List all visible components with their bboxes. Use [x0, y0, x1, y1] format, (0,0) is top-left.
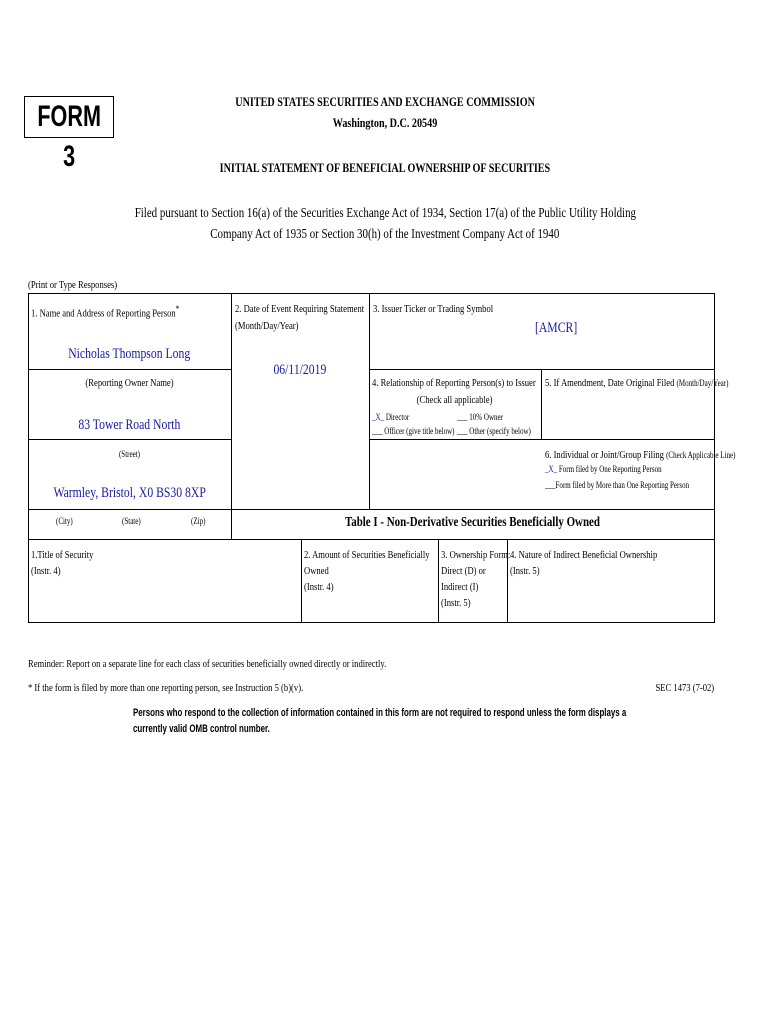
print-note: (Print or Type Responses) — [28, 279, 118, 291]
director-option: _X_ Director — [372, 412, 410, 422]
grid-bottom — [28, 622, 714, 623]
city-caption: (City) — [56, 516, 73, 526]
grid-v1 — [231, 293, 232, 539]
grid-h-street — [28, 439, 231, 440]
director-mark: _X_ — [372, 412, 385, 422]
box2-sublabel: (Month/Day/Year) — [235, 320, 299, 332]
table1-title: Table I - Non-Derivative Securities Beneficially Owned — [345, 515, 600, 530]
agency-title: UNITED STATES SECURITIES AND EXCHANGE COMMISSION — [235, 94, 535, 109]
asterisk: * — [175, 304, 180, 314]
instruction-text: * If the form is filed by more than one reporting person, see Instruction 5 (b)(v). — [28, 682, 304, 694]
box4-label: 4. Relationship of Reporting Person(s) to Issuer — [372, 377, 536, 389]
street-value: 83 Tower Road North — [78, 417, 181, 433]
col-amount-owned: 2. Amount of Securities Beneficially Owned (Instr. 4) — [304, 549, 430, 593]
one-person-mark: _X_ — [545, 464, 558, 474]
more-person-option: ___Form filed by More than One Reporting Person — [545, 480, 690, 490]
col-title-of-security: 1.Title of Security (Instr. 4) — [31, 549, 94, 577]
city-value: Warmley, Bristol, X0 BS30 8XP — [53, 485, 206, 501]
sec-code: SEC 1473 (7-02) — [655, 682, 714, 694]
ten-percent-option: ___ 10% Owner — [457, 412, 504, 422]
other-option: ___ Other (specify below) — [457, 426, 531, 436]
grid-t1 — [301, 539, 302, 622]
omb-notice: Persons who respond to the collection of information contained in this form are not required to respond unless the form displays a currently valid OMB control number. — [133, 707, 627, 735]
one-person-option: _X_ Form filed by One Reporting Person — [545, 464, 662, 474]
form-label: FORM 3 — [37, 100, 101, 173]
filed-line-1: Filed pursuant to Section 16(a) of the Securities Exchange Act of 1934, Section 17(a) of the Public Utility Holding — [134, 206, 636, 221]
grid-h-table — [28, 539, 714, 540]
filed-line-2: Company Act of 1935 or Section 30(h) of the Investment Company Act of 1940 — [210, 227, 560, 242]
box4-sublabel: (Check all applicable) — [417, 394, 493, 406]
state-caption: (State) — [122, 516, 141, 526]
reporting-owner-caption: (Reporting Owner Name) — [85, 377, 174, 389]
box6-label: 6. Individual or Joint/Group Filing (Check Applicable Line) — [545, 449, 736, 461]
reminder-text: Reminder: Report on a separate line for each class of securities beneficially owned directly or indirectly. — [28, 658, 387, 670]
box1-label: 1. Name and Address of Reporting Person* — [31, 304, 180, 320]
box5-label: 5. If Amendment, Date Original Filed (Month/Day/Year) — [545, 377, 729, 389]
grid-h-box6 — [369, 439, 714, 440]
form-title: INITIAL STATEMENT OF BENEFICIAL OWNERSHIP OF SECURITIES — [219, 160, 551, 175]
col-ownership-form: 3. Ownership Form: Direct (D) or Indirect (I) (Instr. 5) — [441, 549, 511, 609]
issuer-ticker: [AMCR] — [535, 320, 578, 336]
event-date: 06/11/2019 — [273, 362, 327, 378]
col-nature-of-ownership: 4. Nature of Indirect Beneficial Ownership (Instr. 5) — [510, 549, 658, 577]
grid-h-city — [28, 509, 714, 510]
officer-option: ___ Officer (give title below) — [372, 426, 455, 436]
reporting-owner-name: Nicholas Thompson Long — [68, 346, 191, 362]
box2-label: 2. Date of Event Requiring Statement — [235, 303, 365, 315]
agency-location: Washington, D.C. 20549 — [332, 115, 438, 130]
grid-h-name — [28, 369, 231, 370]
zip-caption: (Zip) — [191, 516, 206, 526]
box3-label: 3. Issuer Ticker or Trading Symbol — [373, 303, 494, 315]
street-caption: (Street) — [118, 449, 141, 459]
grid-top — [28, 293, 714, 294]
